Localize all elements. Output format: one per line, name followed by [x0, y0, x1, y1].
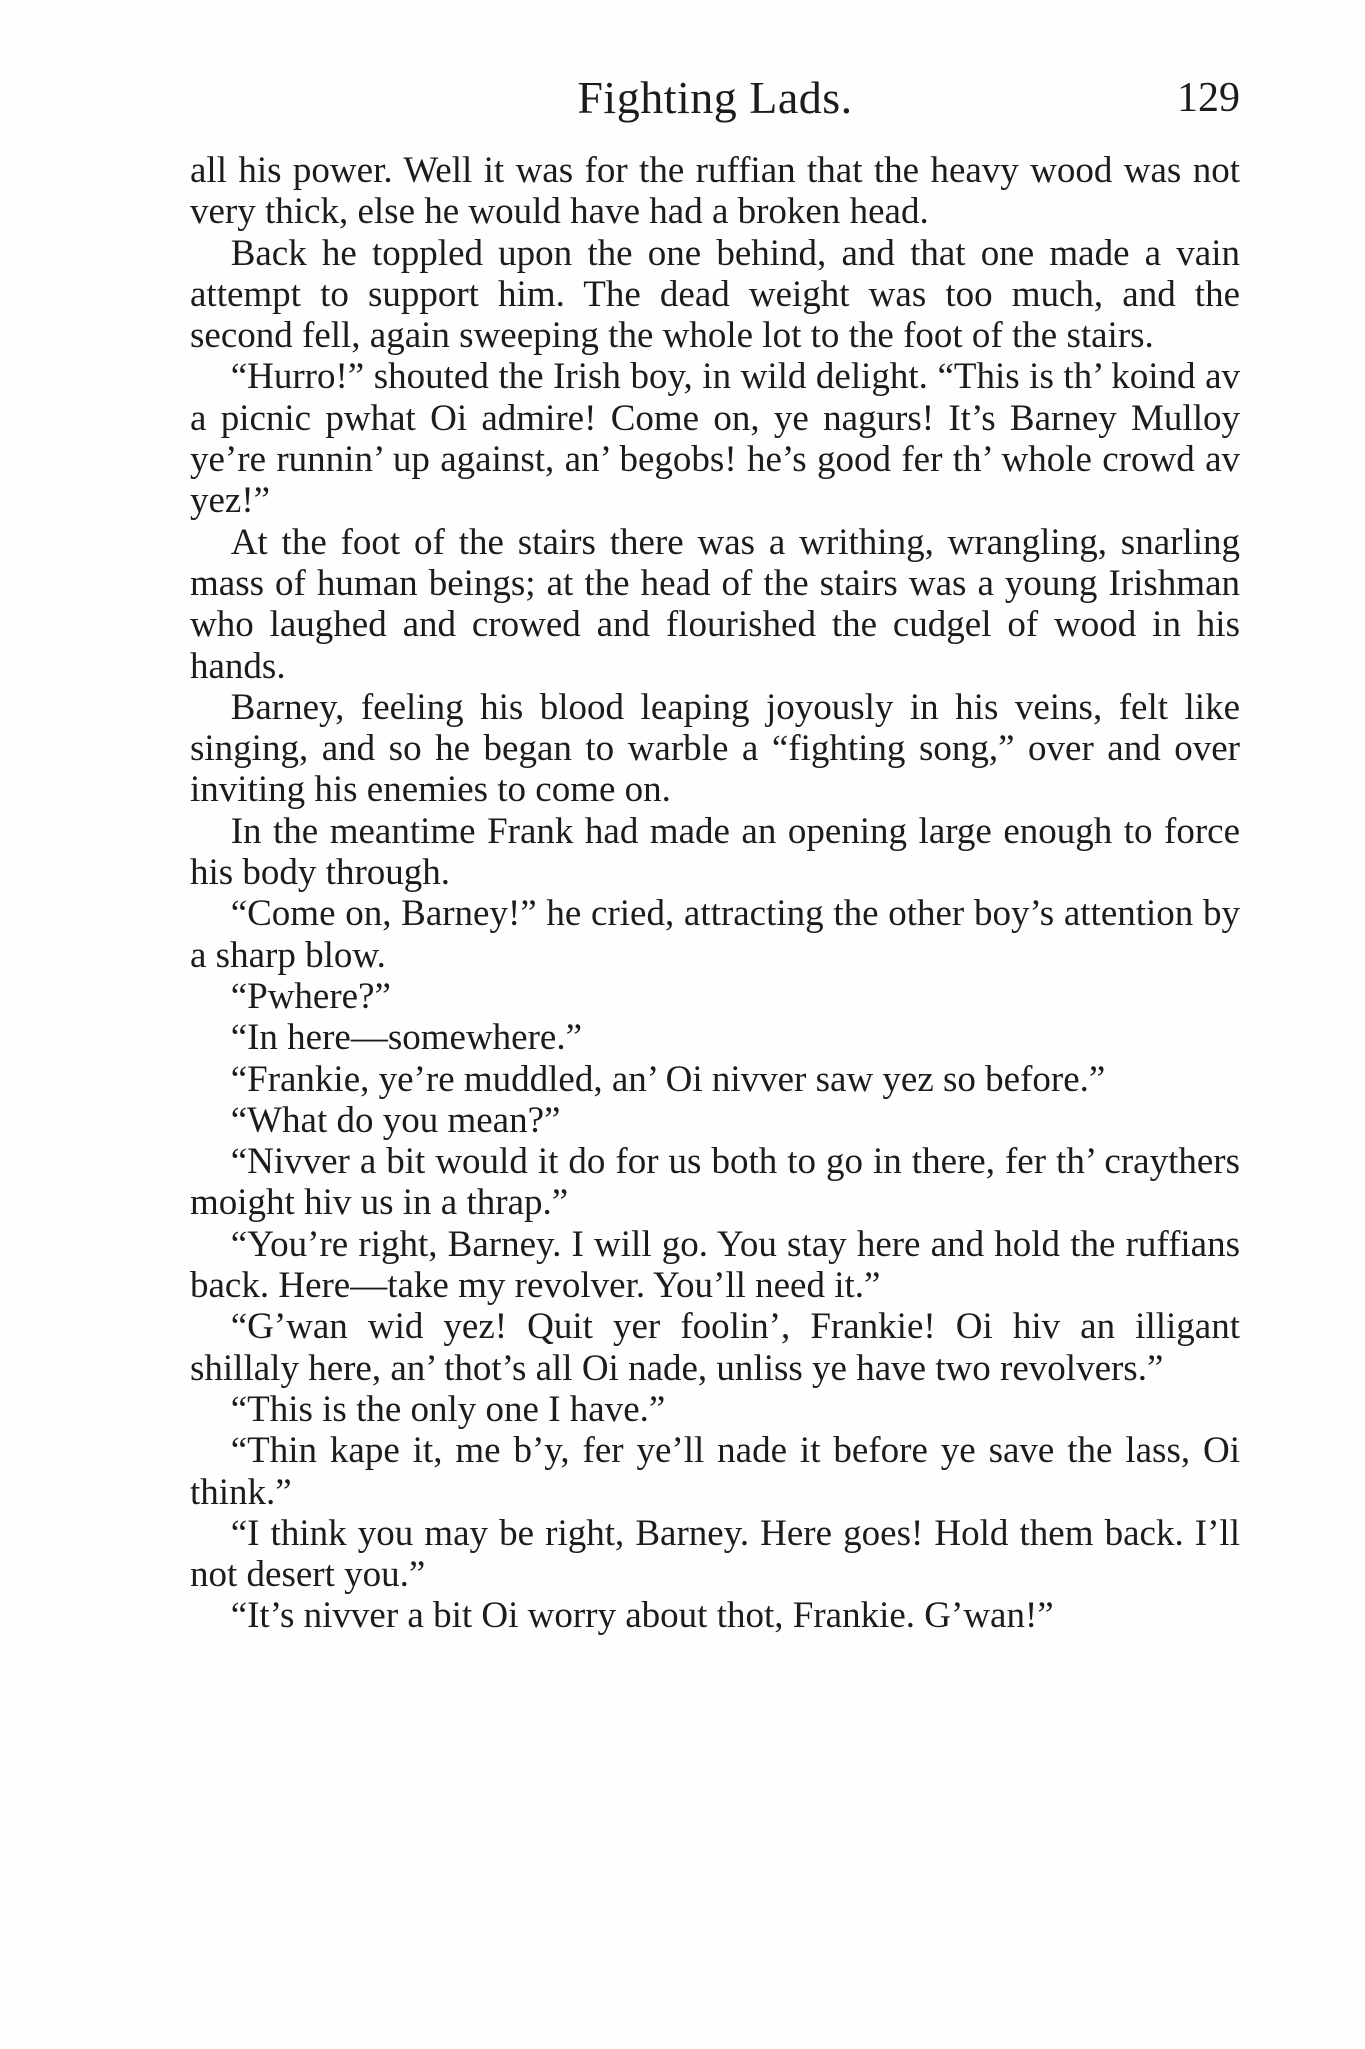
- paragraph: “I think you may be right, Barney. Here goes! Hold them back. I’ll not desert you.”: [190, 1512, 1240, 1596]
- page-number: 129: [1177, 75, 1240, 121]
- paragraph: “What do you mean?”: [230, 1099, 561, 1141]
- paragraph: “This is the only one I have.”: [230, 1388, 666, 1430]
- paragraph: In the meantime Frank had made an opening large enough to force his body through.: [190, 810, 1240, 894]
- running-title: Fighting Lads.: [577, 72, 853, 123]
- page-header: [190, 68, 1240, 128]
- paragraph: “It’s nivver a bit Oi worry about thot, Frankie. G’wan!”: [230, 1595, 1054, 1637]
- paragraph: Back he toppled upon the one behind, and that one made a vain attempt to support him. The dead weight was too much, and the second fell, again sweeping the whole lot to the foot of the stairs.: [190, 232, 1240, 357]
- paragraph: “Pwhere?”: [230, 975, 391, 1017]
- paragraph: “In here—somewhere.”: [230, 1017, 583, 1059]
- paragraph: “G’wan wid yez! Quit yer foolin’, Frankie! Oi hiv an illigant shillaly here, an’ thot’s all Oi nade, unliss ye have two revolvers.”: [190, 1306, 1240, 1389]
- paragraph: all his power. Well it was for the ruffian that the heavy wood was not very thick, else he would have had a broken head.: [190, 150, 1240, 233]
- paragraph: “Hurro!” shouted the Irish boy, in wild delight. “This is th’ koind av a picnic pwhat Oi admire! Come on, ye nagurs! It’s Barney Mulloy ye’re runnin’ up against, an’ begobs! he’s good fer th’ whole crowd av yez!”: [190, 356, 1240, 522]
- paragraph: “Come on, Barney!” he cried, attracting the other boy’s attention by a sharp blow.: [190, 893, 1240, 976]
- paragraph: “Frankie, ye’re muddled, an’ Oi nivver saw yez so before.”: [230, 1058, 1106, 1100]
- paragraph: “Nivver a bit would it do for us both to go in there, fer th’ craythers moight hiv us in a thrap.”: [190, 1141, 1240, 1224]
- paragraph: At the foot of the stairs there was a writhing, wrangling, snarling mass of human beings; at the head of the stairs was a young Irishman who laughed and crowed and flourished the cudgel of wood in his hands.: [190, 521, 1240, 687]
- body-text: [190, 150, 1240, 1637]
- paragraph: “Thin kape it, me b’y, fer ye’ll nade it before ye save the lass, Oi think.”: [190, 1430, 1240, 1513]
- paragraph: Barney, feeling his blood leaping joyously in his veins, felt like singing, and so he began to warble a “fighting song,” over and over inviting his enemies to come on.: [190, 686, 1240, 811]
- paragraph: “You’re right, Barney. I will go. You stay here and hold the ruffians back. Here—take my revolver. You’ll need it.”: [190, 1223, 1240, 1307]
